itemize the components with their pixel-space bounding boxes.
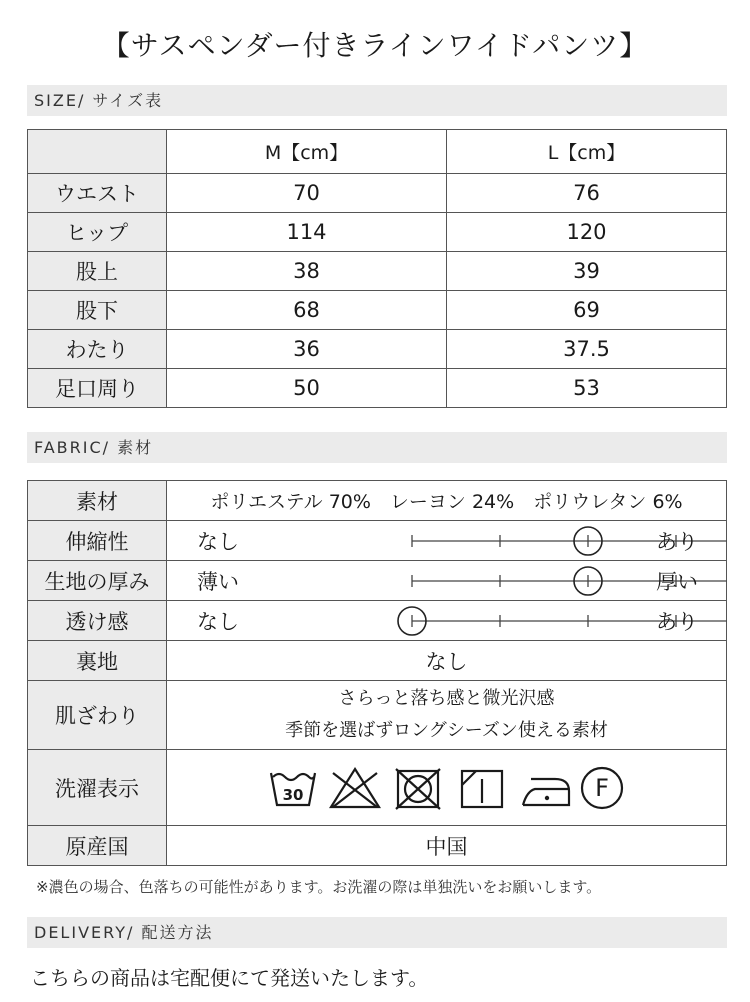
table-row: [28, 601, 727, 641]
fabric-table: [27, 480, 727, 866]
size-column-l: L【cm】: [447, 130, 727, 174]
size-row-label: ウエスト: [28, 174, 167, 213]
lining-value: なし: [167, 641, 727, 681]
size-row-label: 足口周り: [28, 369, 167, 408]
size-column-m: M【cm】: [167, 130, 447, 174]
size-section-header: SIZE/ サイズ表: [27, 85, 727, 116]
material-label: 素材: [28, 481, 167, 521]
table-row: [28, 750, 727, 826]
table-row: [28, 641, 727, 681]
size-value-l: 39: [447, 252, 727, 291]
lining-label: 裏地: [28, 641, 167, 681]
iron-low-icon: [523, 779, 569, 805]
texture-line-1: さらっと落ち感と微光沢感: [338, 688, 555, 709]
size-value-l: 37.5: [447, 330, 727, 369]
table-row: [28, 291, 727, 330]
scale-track: [167, 521, 727, 560]
size-value-m: 38: [167, 252, 447, 291]
sheerness-label: 透け感: [28, 601, 167, 641]
scale-left-label: 薄い: [197, 569, 239, 594]
wash-temp-label: 30: [282, 785, 303, 804]
texture-value: [167, 681, 727, 750]
wash-30-icon: [271, 773, 315, 805]
size-value-l: 69: [447, 291, 727, 330]
thickness-scale: [167, 561, 727, 601]
dry-clean-letter: F: [594, 773, 609, 802]
table-row: [28, 369, 727, 408]
table-row: [28, 681, 727, 750]
scale-right-label: あり: [656, 529, 698, 554]
size-row-label: ヒップ: [28, 213, 167, 252]
table-row: [28, 561, 727, 601]
size-value-l: 53: [447, 369, 727, 408]
care-icons-cell: [167, 750, 727, 826]
no-tumble-dry-icon: [396, 769, 440, 809]
table-row: [28, 213, 727, 252]
sheerness-scale: [167, 601, 727, 641]
texture-label: 肌ざわり: [28, 681, 167, 750]
no-bleach-icon: [331, 769, 379, 807]
scale-track: [167, 561, 727, 600]
table-row: [28, 481, 727, 521]
care-note: ※濃色の場合、色落ちの可能性があります。お洗濯の際は単独洗いをお願いします。: [36, 878, 602, 896]
origin-label: 原産国: [28, 826, 167, 866]
table-row: [28, 521, 727, 561]
dry-clean-f-icon: [582, 768, 622, 808]
line-dry-shade-icon: [462, 771, 502, 807]
texture-line-2: 季節を選ばずロングシーズン使える素材: [285, 720, 608, 741]
size-row-label: 股上: [28, 252, 167, 291]
stretch-scale: [167, 521, 727, 561]
thickness-label: 生地の厚み: [28, 561, 167, 601]
scale-track: [167, 601, 727, 640]
scale-right-label: あり: [656, 609, 698, 634]
origin-value: 中国: [167, 826, 727, 866]
delivery-section-header: DELIVERY/ 配送方法: [27, 917, 727, 948]
size-row-label: わたり: [28, 330, 167, 369]
care-label: 洗濯表示: [28, 750, 167, 826]
stretch-label: 伸縮性: [28, 521, 167, 561]
page-title: 【サスペンダー付きラインワイドパンツ】: [101, 29, 649, 62]
size-table: [27, 129, 727, 408]
size-value-l: 120: [447, 213, 727, 252]
size-row-label: 股下: [28, 291, 167, 330]
size-value-m: 70: [167, 174, 447, 213]
table-row: [28, 826, 727, 866]
delivery-text: こちらの商品は宅配便にて発送いたします。: [30, 966, 429, 990]
size-value-l: 76: [447, 174, 727, 213]
size-value-m: 36: [167, 330, 447, 369]
size-table-corner: [28, 130, 167, 174]
size-value-m: 114: [167, 213, 447, 252]
care-icons: [267, 763, 627, 813]
scale-left-label: なし: [197, 609, 239, 634]
scale-right-label: 厚い: [656, 569, 698, 594]
material-value: ポリエステル 70% レーヨン 24% ポリウレタン 6%: [167, 481, 727, 521]
table-row: [28, 252, 727, 291]
table-row: [28, 330, 727, 369]
scale-left-label: なし: [197, 529, 239, 554]
fabric-section-header: FABRIC/ 素材: [27, 432, 727, 463]
table-row: [28, 174, 727, 213]
size-value-m: 50: [167, 369, 447, 408]
size-value-m: 68: [167, 291, 447, 330]
